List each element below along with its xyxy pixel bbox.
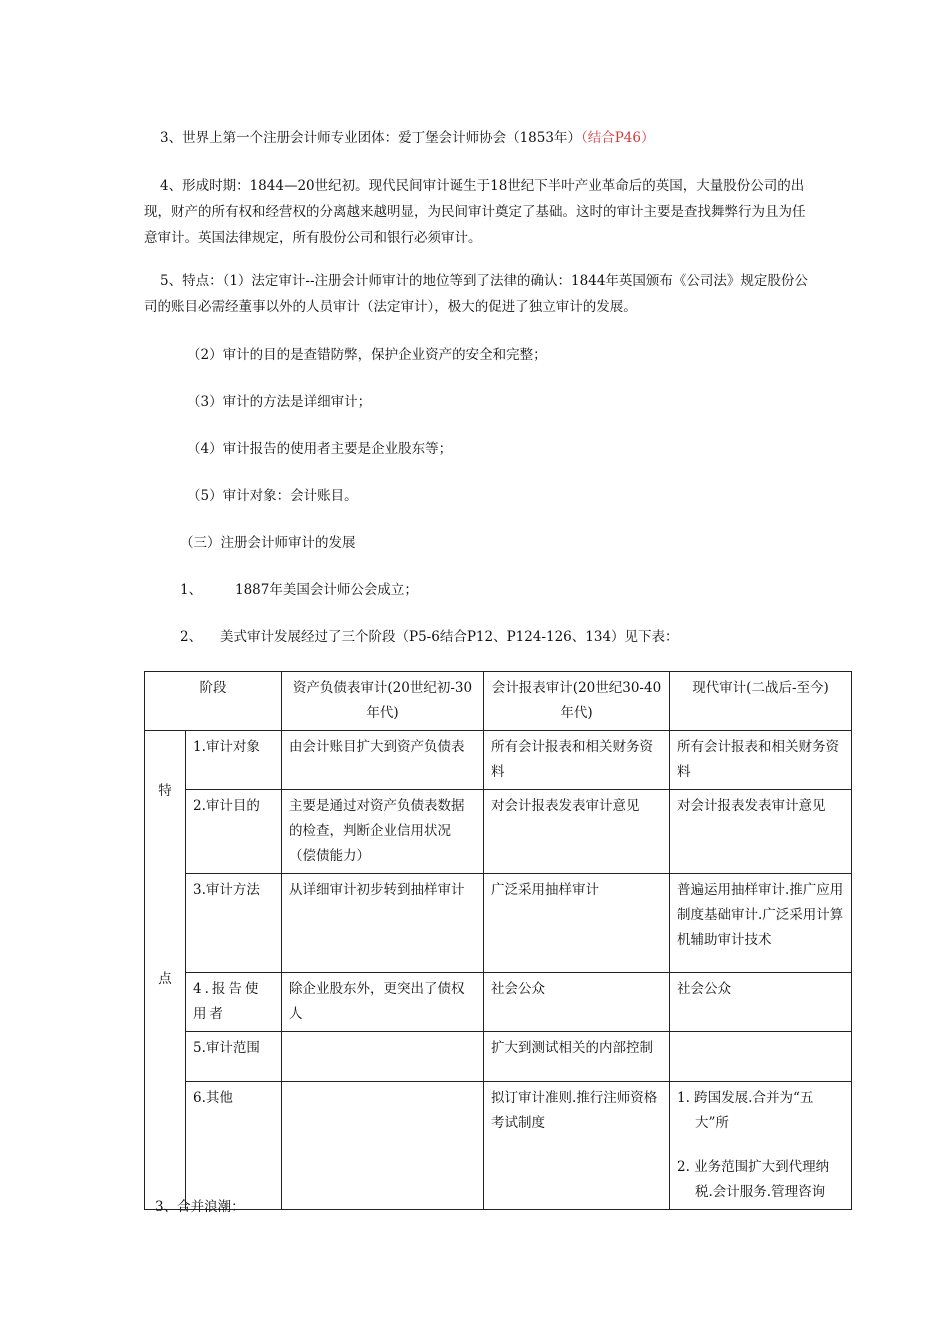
table-header-row [145, 672, 852, 731]
row-label: 1.审计对象 [186, 731, 282, 790]
feature-3: （3）审计的方法是详细审计； [187, 394, 372, 410]
row-label: 3.审计方法 [186, 874, 282, 973]
table-cell: 对会计报表发表审计意见 [484, 790, 670, 874]
table-cell: 拟订审计准则.推行注师资格考试制度 [484, 1082, 670, 1210]
table-cell: 对会计报表发表审计意见 [670, 790, 852, 874]
table-cell [670, 1082, 852, 1210]
para-merger-wave: 3、合并浪潮： [155, 1199, 245, 1215]
feature-2: （2）审计的目的是查错防弊，保护企业资产的安全和完整； [187, 347, 547, 363]
numbered-item-1 [180, 577, 846, 603]
table-cell [282, 1032, 484, 1082]
para-features: 5、特点：（1）法定审计--注册会计师审计的地位等到了法律的确认：1844年英国颁布《公司法》规定股份公司的账目必需经董事以外的人员审计（法定审计），极大的促进了独立审计的发展。 [144, 273, 808, 315]
table-row [145, 731, 852, 790]
table-cell: 主要是通过对资产负债表数据的检查，判断企业信用状况（偿债能力） [282, 790, 484, 874]
table-cell: 除企业股东外，更突出了债权人 [282, 973, 484, 1032]
table-cell: 广泛采用抽样审计 [484, 874, 670, 973]
list-item: 2. 业务范围扩大到代理纳税.会计服务.管理咨询 [677, 1159, 830, 1200]
table-row [145, 790, 852, 874]
numbered-item-2 [180, 624, 820, 650]
numbered-item-2-num: 2、 [180, 629, 203, 645]
table-cell: 所有会计报表和相关财务资料 [670, 731, 852, 790]
header-modern-audit: 现代审计(二战后-至今) [670, 672, 852, 731]
numbered-item-1-text: 1887年美国会计师公会成立； [235, 582, 418, 598]
numbered-item-2-text: 美式审计发展经过了三个阶段（P5-6结合P12、P124-126、134）见下表： [220, 629, 679, 645]
row-label: 5.审计范围 [186, 1032, 282, 1082]
side-label-bottom: 点 [158, 971, 172, 987]
feature-side-label [145, 731, 186, 1210]
table-cell: 普遍运用抽样审计.推广应用制度基础审计.广泛采用计算机辅助审计技术 [670, 874, 852, 973]
feature-5: （5）审计对象：会计账目。 [187, 488, 358, 504]
header-stage: 阶段 [145, 672, 282, 731]
table-cell [282, 1082, 484, 1210]
row-label: 4.报告使用者 [186, 973, 282, 1032]
table-cell [670, 1032, 852, 1082]
list-item: 1. 跨国发展.合并为“五大”所 [677, 1090, 814, 1131]
table-cell: 社会公众 [670, 973, 852, 1032]
audit-stages-table [144, 671, 852, 1210]
table-cell: 由会计账目扩大到资产负债表 [282, 731, 484, 790]
section-heading-development: （三）注册会计师审计的发展 [180, 535, 356, 551]
side-label-top: 特 [158, 783, 172, 799]
header-financial-statement-audit: 会计报表审计(20世纪30-40年代) [484, 672, 670, 731]
other-list [677, 1086, 844, 1205]
para-formation-period: 4、形成时期：1844—20世纪初。现代民间审计诞生于18世纪下半叶产业革命后的英国，大量股份公司的出现，财产的所有权和经营权的分离越来越明显，为民间审计奠定了基础。这时的审计主要是查找舞弊行为且为任意审计。英国法律规定，所有股份公司和银行必须审计。 [144, 178, 806, 246]
row-label: 6.其他 [186, 1082, 282, 1210]
row-label: 2.审计目的 [186, 790, 282, 874]
table-cell: 所有会计报表和相关财务资料 [484, 731, 670, 790]
table-row [145, 874, 852, 973]
table-row [145, 1082, 852, 1210]
para-first-cpa-body [160, 125, 826, 151]
header-balance-sheet-audit: 资产负债表审计(20世纪初-30年代) [282, 672, 484, 731]
table-cell: 扩大到测试相关的内部控制 [484, 1032, 670, 1082]
feature-4: （4）审计报告的使用者主要是企业股东等； [187, 441, 453, 457]
para-3-ref: （结合P46） [580, 130, 655, 146]
table-row [145, 973, 852, 1032]
table-cell: 从详细审计初步转到抽样审计 [282, 874, 484, 973]
table-row [145, 1032, 852, 1082]
table-cell: 社会公众 [484, 973, 670, 1032]
numbered-item-1-num: 1、 [180, 582, 203, 598]
para-3-text: 3、世界上第一个注册会计师专业团体：爱丁堡会计师协会（1853年） [160, 130, 581, 146]
